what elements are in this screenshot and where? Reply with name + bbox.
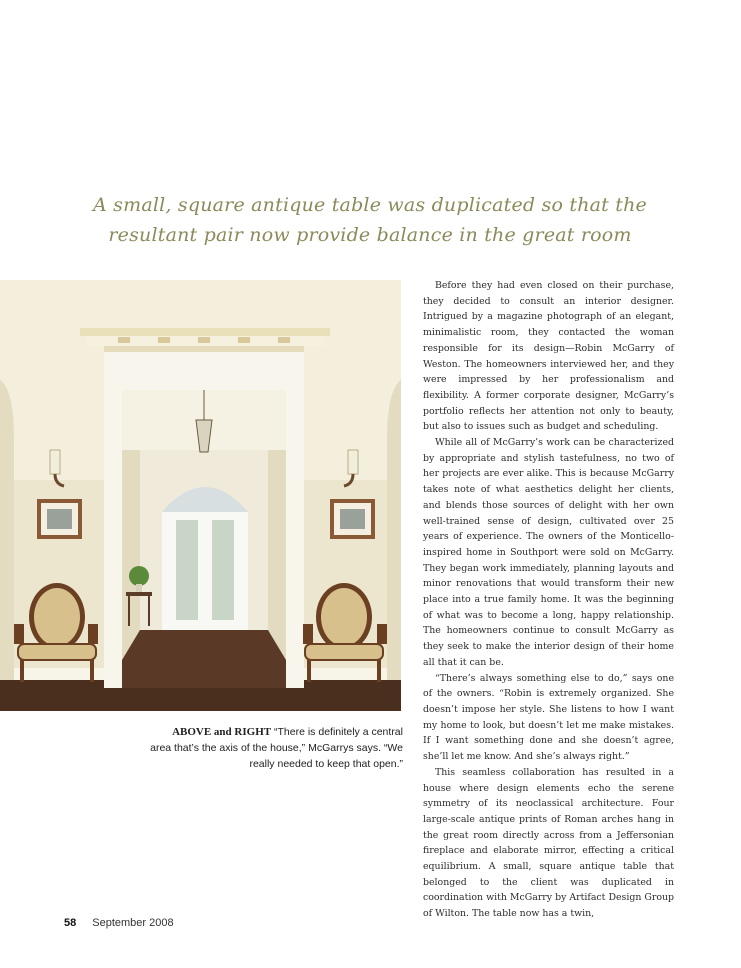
article-paragraph: While all of McGarry’s work can be characterized by appropriate and stylish tastefulness, no two of her projects are ever alike. This is because McGarry takes note of what aesthetics delight her clients, and blends those sources of delight with her own well-trained sense of design, cultivated over 25 years of experience. The owners of the Monticello-inspired home in Southport were sold on McGarry. They began work immediately, planning layouts and minor renovations that would transform their new place into a true family home. It was the beginning of what was to become a long, happy relationship. The homeowners continue to consult McGarry as they seek to make the interior design of their home all that it can be. — [423, 437, 674, 668]
caption-lead: ABOVE and RIGHT — [172, 726, 272, 738]
issue-date: September 2008 — [92, 917, 174, 929]
caption-text: “There is definitely a central area that’s the axis of the house,” McGarrys says. “We really needed to keep that open.” — [150, 726, 403, 770]
article-paragraph: “There’s always something else to do,” says one of the owners. “Robin is extremely organized. She doesn’t impose her style. She listens to how I want my home to look, but doesn’t let me make mistakes. If I want something done and she doesn’t agree, she’ll let me know. And she’s always right.” — [423, 672, 674, 763]
article-paragraph: Before they had even closed on their purchase, they decided to consult an interior designer. Intrigued by a magazine photograph of an elegant, minimalistic room, they contacted the woman responsible for its design—Robin McGarry of Weston. The homeowners interviewed her, and they were impressed by her professionalism and flexibility. A former corporate designer, McGarry’s portfolio reflects her attention not only to beauty, but also to issues such as budget and scheduling. — [423, 280, 674, 433]
article-body — [423, 278, 674, 922]
article-paragraph: This seamless collaboration has resulted in a house where design elements echo the serene symmetry of its neoclassical architecture. Four large-scale antique prints of Roman arches hang in the great room directly across from a Jeffersonian fireplace and elaborate mirror, effecting a critical equilibrium. A small, square antique table that belonged to the client was duplicated in coordination with McGarry by Artifact Design Group of Wilton. The table now has a twin, — [423, 766, 674, 920]
hallway-photo — [0, 280, 401, 711]
pull-quote — [60, 190, 680, 250]
photo-caption — [150, 724, 403, 772]
page-footer — [64, 917, 174, 929]
pull-quote-line-1: A small, square antique table was duplicated so that the — [93, 194, 647, 216]
page-number: 58 — [64, 917, 77, 929]
pull-quote-line-2: resultant pair now provide balance in the great room — [108, 224, 632, 246]
